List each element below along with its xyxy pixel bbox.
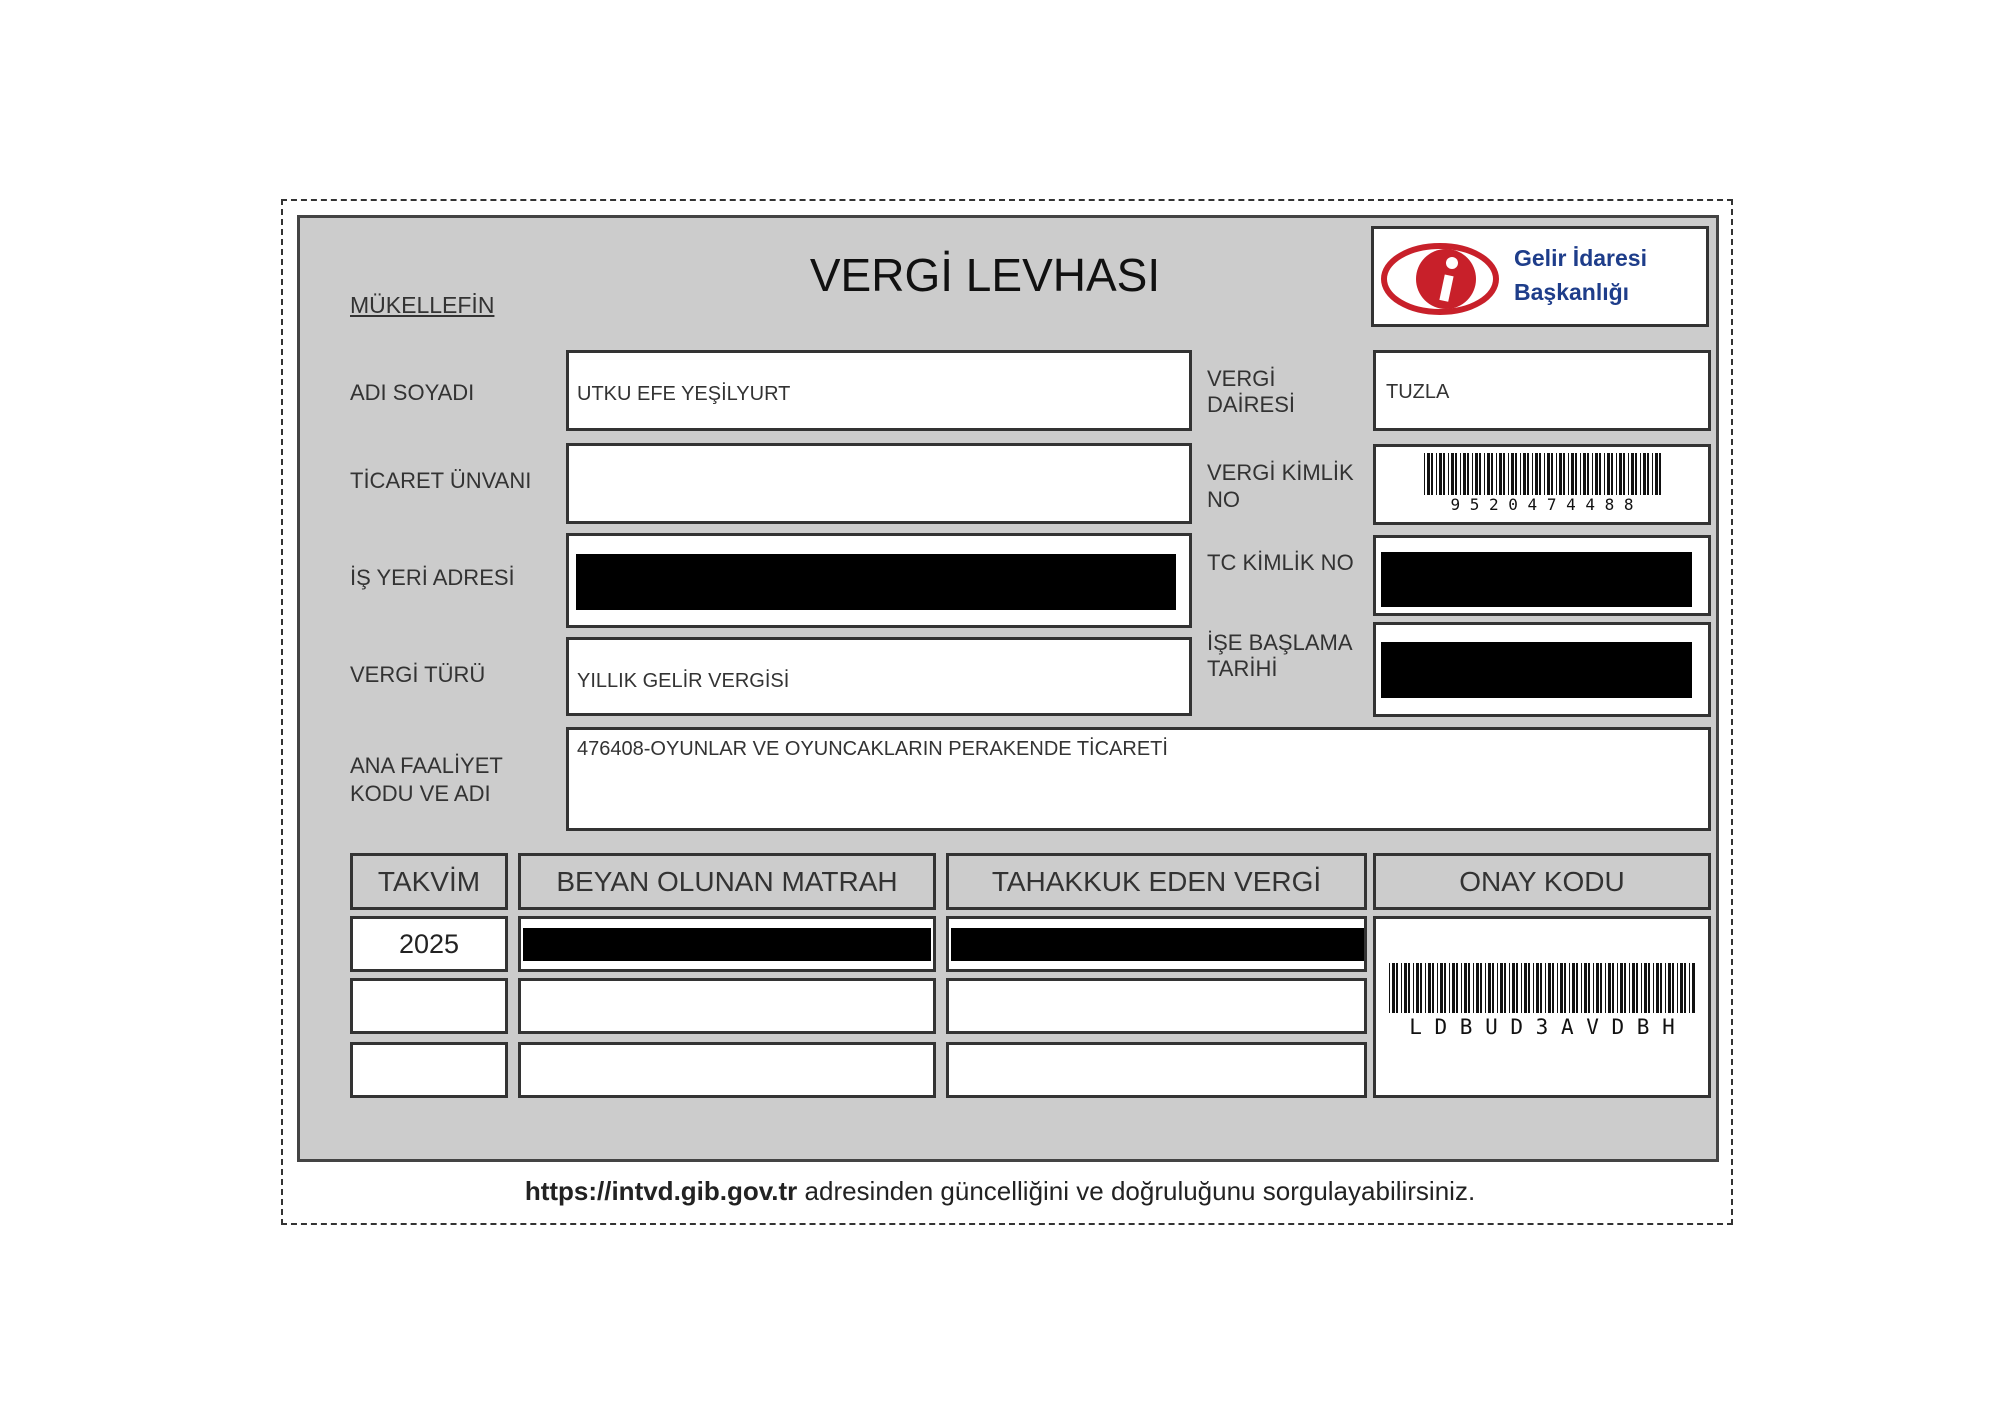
gib-emblem-icon	[1378, 233, 1508, 323]
label-vergi-dairesi-2: DAİRESİ	[1207, 392, 1296, 417]
logo-text-line1: Gelir İdaresi	[1514, 245, 1647, 271]
table-row-3-matrah	[518, 1042, 936, 1098]
field-vergi-turu	[566, 637, 1192, 716]
onay-barcode-icon	[1389, 963, 1699, 1013]
header-beyan-olunan-matrah: BEYAN OLUNAN MATRAH	[518, 853, 936, 910]
label-tc-kimlik-no: TC KİMLİK NO	[1207, 550, 1354, 575]
label-ana-faaliyet-2: KODU VE ADI	[350, 781, 491, 806]
section-label: MÜKELLEFİN	[350, 292, 495, 318]
field-ise-baslama	[1373, 622, 1711, 717]
table-row-1-vergi	[946, 916, 1367, 972]
field-tc-kimlik-no	[1373, 535, 1711, 616]
footer-url[interactable]: https://intvd.gib.gov.tr	[524, 1176, 798, 1206]
header-takvim: TAKVİM	[350, 853, 508, 910]
field-vergi-dairesi	[1373, 350, 1711, 431]
value-vergi-turu: YILLIK GELİR VERGİSİ	[577, 670, 790, 692]
label-is-yeri-adresi: İŞ YERİ ADRESİ	[350, 565, 515, 590]
table-row-1-takvim: 2025	[350, 916, 508, 972]
table-row-2-matrah	[518, 978, 936, 1034]
label-ise-baslama-1: İŞE BAŞLAMA	[1207, 630, 1353, 655]
field-is-yeri-adresi	[566, 533, 1192, 628]
field-adi-soyadi	[566, 350, 1192, 431]
label-vergi-kimlik-1: VERGİ KİMLİK	[1207, 460, 1354, 485]
label-ise-baslama-2: TARİHİ	[1207, 656, 1278, 681]
field-vergi-kimlik-no	[1373, 444, 1711, 525]
redaction-block	[576, 554, 1176, 610]
value-vergi-kimlik-no: 9 5 2 0 4 7 4 4 8 8	[1450, 495, 1634, 514]
header-onay-kodu: ONAY KODU	[1373, 853, 1711, 910]
redaction-block	[1381, 642, 1692, 698]
redaction-block	[951, 928, 1364, 961]
header-tahakkuk-eden-vergi: TAHAKKUK EDEN VERGİ	[946, 853, 1367, 910]
field-ticaret-unvani	[566, 443, 1192, 524]
value-adi-soyadi: UTKU EFE YEŞİLYURT	[577, 383, 791, 405]
label-adi-soyadi: ADI SOYADI	[350, 380, 475, 405]
table-row-2-takvim	[350, 978, 508, 1034]
table-row-1-matrah	[518, 916, 936, 972]
value-vergi-dairesi: TUZLA	[1386, 381, 1450, 403]
footer-note	[0, 1176, 2000, 1207]
label-ana-faaliyet-1: ANA FAALİYET	[350, 753, 503, 778]
redaction-block	[523, 928, 931, 961]
label-vergi-dairesi-1: VERGİ	[1207, 366, 1276, 391]
onay-kodu-cell	[1373, 916, 1711, 1098]
table-row-3-vergi	[946, 1042, 1367, 1098]
value-ana-faaliyet: 476408-OYUNLAR VE OYUNCAKLARIN PERAKENDE TİCARETİ	[577, 738, 1168, 760]
vkn-barcode-icon	[1424, 453, 1664, 495]
page-title: VERGİ LEVHASI	[809, 249, 1161, 301]
label-vergi-kimlik-2: NO	[1207, 487, 1240, 512]
field-ana-faaliyet	[566, 727, 1711, 831]
gib-logo	[1371, 226, 1709, 327]
table-row-3-takvim	[350, 1042, 508, 1098]
label-ticaret-unvani: TİCARET ÜNVANI	[350, 468, 532, 493]
table-row-2-vergi	[946, 978, 1367, 1034]
label-vergi-turu: VERGİ TÜRÜ	[350, 662, 486, 687]
value-onay-kodu: L D B U D 3 A V D B H	[1409, 1015, 1675, 1039]
redaction-block	[1381, 552, 1692, 607]
logo-text-line2: Başkanlığı	[1514, 279, 1630, 305]
footer-text: adresinden güncelliğini ve doğruluğunu sorgulayabilirsiniz.	[797, 1176, 1476, 1206]
